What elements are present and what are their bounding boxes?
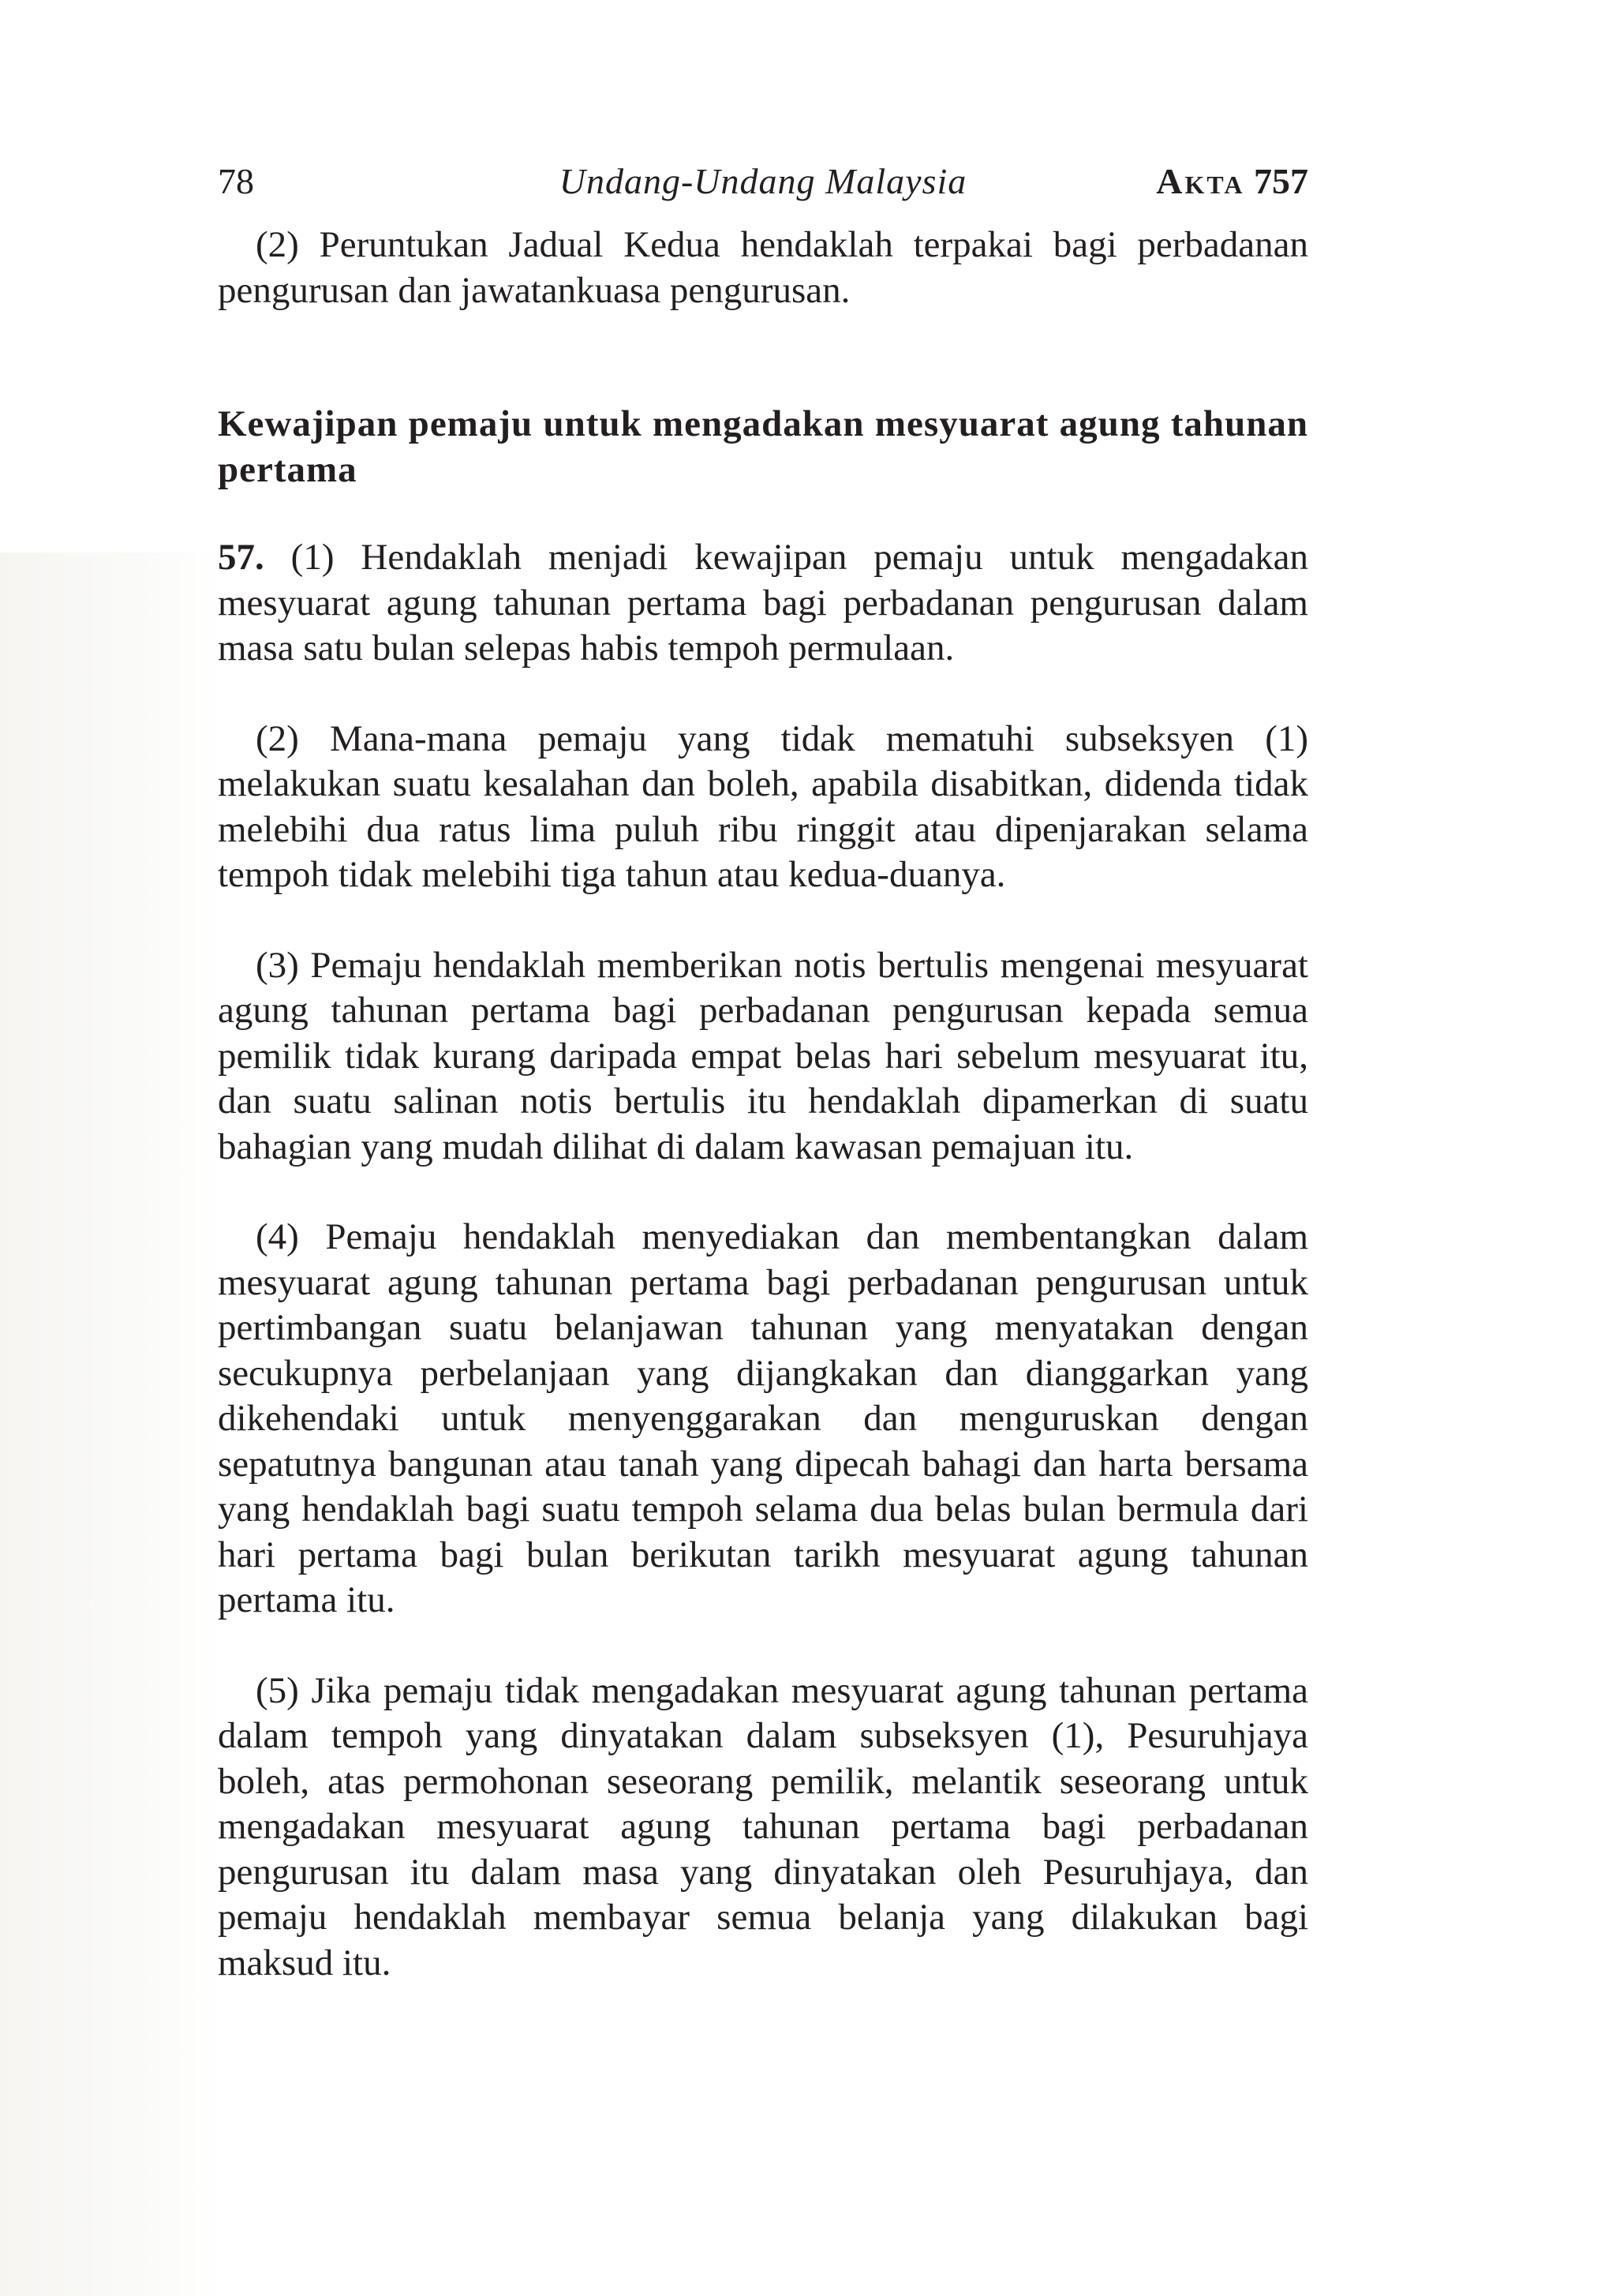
paragraph-subsection-5: (5) Jika pemaju tidak mengadakan mesyuarat agung tahunan pertama dalam tempoh yang dinyatakan dalam subseksyen (1), Pesuruhjaya boleh, atas permohonan seseorang pemilik, melantik seseorang untuk mengadakan mesyuarat agung tahunan pertama bagi perbadanan pengurusan itu dalam masa yang dinyatakan oleh Pesuruhjaya, dan pemaju hendaklah membayar semua belanja yang dilakukan bagi maksud itu. [218, 1669, 1308, 1983]
running-header [218, 150, 1308, 213]
act-number: 757 [1254, 161, 1308, 201]
running-title: Undang-Undang Malaysia [559, 161, 967, 201]
act-word: Akta [1156, 161, 1245, 201]
paragraph-subsection-3: (3) Pemaju hendaklah memberikan notis bertulis mengenai mesyuarat agung tahunan pertama bagi perbadanan pengurusan kepada semua pemilik tidak kurang daripada empat belas hari sebelum mesyuarat itu, dan suatu salinan notis bertulis itu hendaklah dipamerkan di suatu bahagian yang mudah dilihat di dalam kawasan pemajuan itu. [218, 944, 1308, 1167]
page-number: 78 [218, 161, 254, 201]
section-heading: Kewajipan pemaju untuk mengadakan mesyuarat agung tahunan pertama [218, 403, 1308, 490]
subsection-1-text: (1) Hendaklah menjadi kewajipan pemaju untuk mengadakan mesyuarat agung tahunan pertama bagi perbadanan pengurusan dalam masa satu bulan selepas habis tempoh permulaan. [218, 537, 1308, 669]
document-page [218, 150, 1308, 1986]
paragraph-subsection-4: (4) Pemaju hendaklah menyediakan dan membentangkan dalam mesyuarat agung tahunan pertama bagi perbadanan pengurusan untuk pertimbangan suatu belanjawan tahunan yang menyatakan dengan secukupnya perbelanjaan yang dijangkakan dan dianggarkan yang dikehendaki untuk menyenggarakan dan menguruskan dengan sepatutnya bangunan atau tanah yang dipecah bahagi dan harta bersama yang hendaklah bagi suatu tempoh selama dua belas bulan bermula dari hari pertama bagi bulan berikutan tarikh mesyuarat agung tahunan pertama itu. [218, 1216, 1308, 1620]
scan-shadow [0, 552, 221, 2296]
section-number: 57. [218, 537, 264, 578]
paragraph-subsection-1 [218, 535, 1308, 672]
act-label [1156, 150, 1308, 213]
paragraph-subsection-2: (2) Mana-mana pemaju yang tidak mematuhi subseksyen (1) melakukan suatu kesalahan dan boleh, apabila disabitkan, didenda tidak melebihi dua ratus lima puluh ribu ringgit atau dipenjarakan selama tempoh tidak melebihi tiga tahun atau kedua-duanya. [218, 717, 1308, 895]
paragraph-subsection-2-previous: (2) Peruntukan Jadual Kedua hendaklah terpakai bagi perbadanan pengurusan dan jawatankuasa pengurusan. [218, 224, 1308, 311]
